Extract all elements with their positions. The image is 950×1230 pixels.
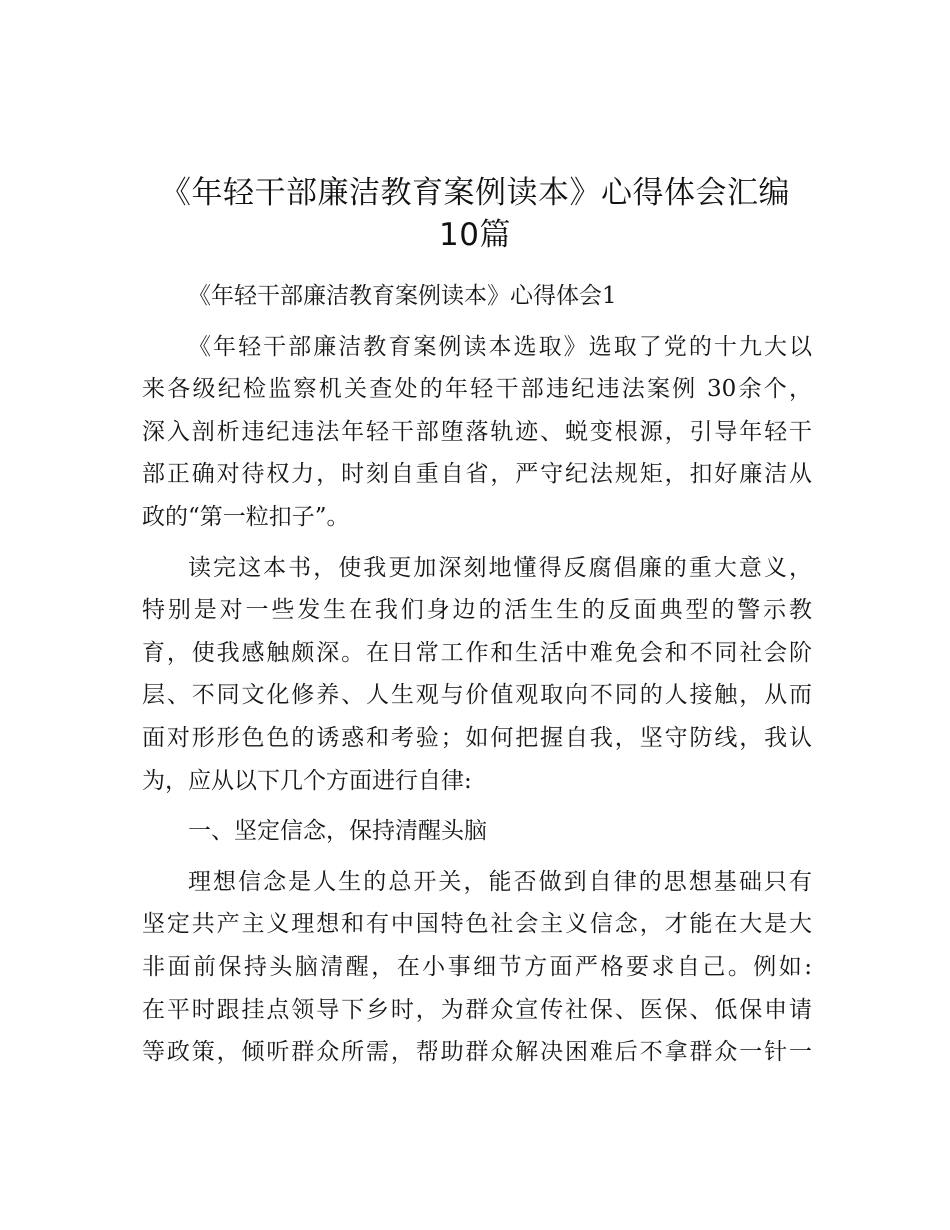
document-title-line-1: 《年轻干部廉洁教育案例读本》心得体会汇编 (160, 175, 790, 211)
text-line: 《年轻干部廉洁教育案例读本选取》选取了党的十九大以 (188, 333, 812, 360)
paragraph-intro (142, 326, 812, 539)
paragraph-reflection (142, 547, 812, 803)
section-heading (142, 810, 812, 853)
text-line: 深入剖析违纪违法年轻干部堕落轨迹、蜕变根源，引导年轻干 (142, 418, 812, 445)
text-line: 在平时跟挂点领导下乡时，为群众宣传社保、医保、低保申请 (142, 996, 812, 1023)
text-line: 育，使我感触颇深。在日常工作和生活中难免会和不同社会阶 (142, 639, 812, 666)
text-line: 理想信念是人生的总开关，能否做到自律的思想基础只有 (188, 868, 812, 895)
document-title (120, 172, 830, 256)
article-subtitle (142, 275, 812, 318)
text-line: 坚定共产主义理想和有中国特色社会主义信念，才能在大是大 (142, 911, 812, 938)
text-line: 为，应从以下几个方面进行自律: (142, 767, 472, 794)
text-line: 来各级纪检监察机关查处的年轻干部违纪违法案例 30余个， (142, 376, 812, 403)
text-line: 读完这本书，使我更加深刻地懂得反腐倡廉的重大意义， (188, 554, 812, 581)
text-line: 等政策，倾听群众所需，帮助群众解决困难后不拿群众一针一 (142, 1039, 812, 1066)
text-line: 非面前保持头脑清醒，在小事细节方面严格要求自己。例如: (142, 953, 812, 980)
document-body (142, 275, 812, 1082)
text-line: 一、坚定信念，保持清醒头脑 (188, 818, 487, 845)
text-line: 面对形形色色的诱惑和考验；如何把握自我，坚守防线，我认 (142, 724, 812, 751)
paragraph-belief (142, 861, 812, 1074)
text-line: 《年轻干部廉洁教育案例读本》心得体会1 (188, 283, 617, 309)
document-title-line-2: 10篇 (439, 217, 511, 253)
text-line: 层、不同文化修养、人生观与价值观取向不同的人接触，从而 (142, 682, 812, 709)
text-line: 部正确对待权力，时刻自重自省，严守纪法规矩，扣好廉洁从 (142, 461, 812, 488)
text-line: 特别是对一些发生在我们身边的活生生的反面典型的警示教 (142, 597, 812, 624)
text-line: 政的“第一粒扣子”。 (142, 503, 350, 530)
